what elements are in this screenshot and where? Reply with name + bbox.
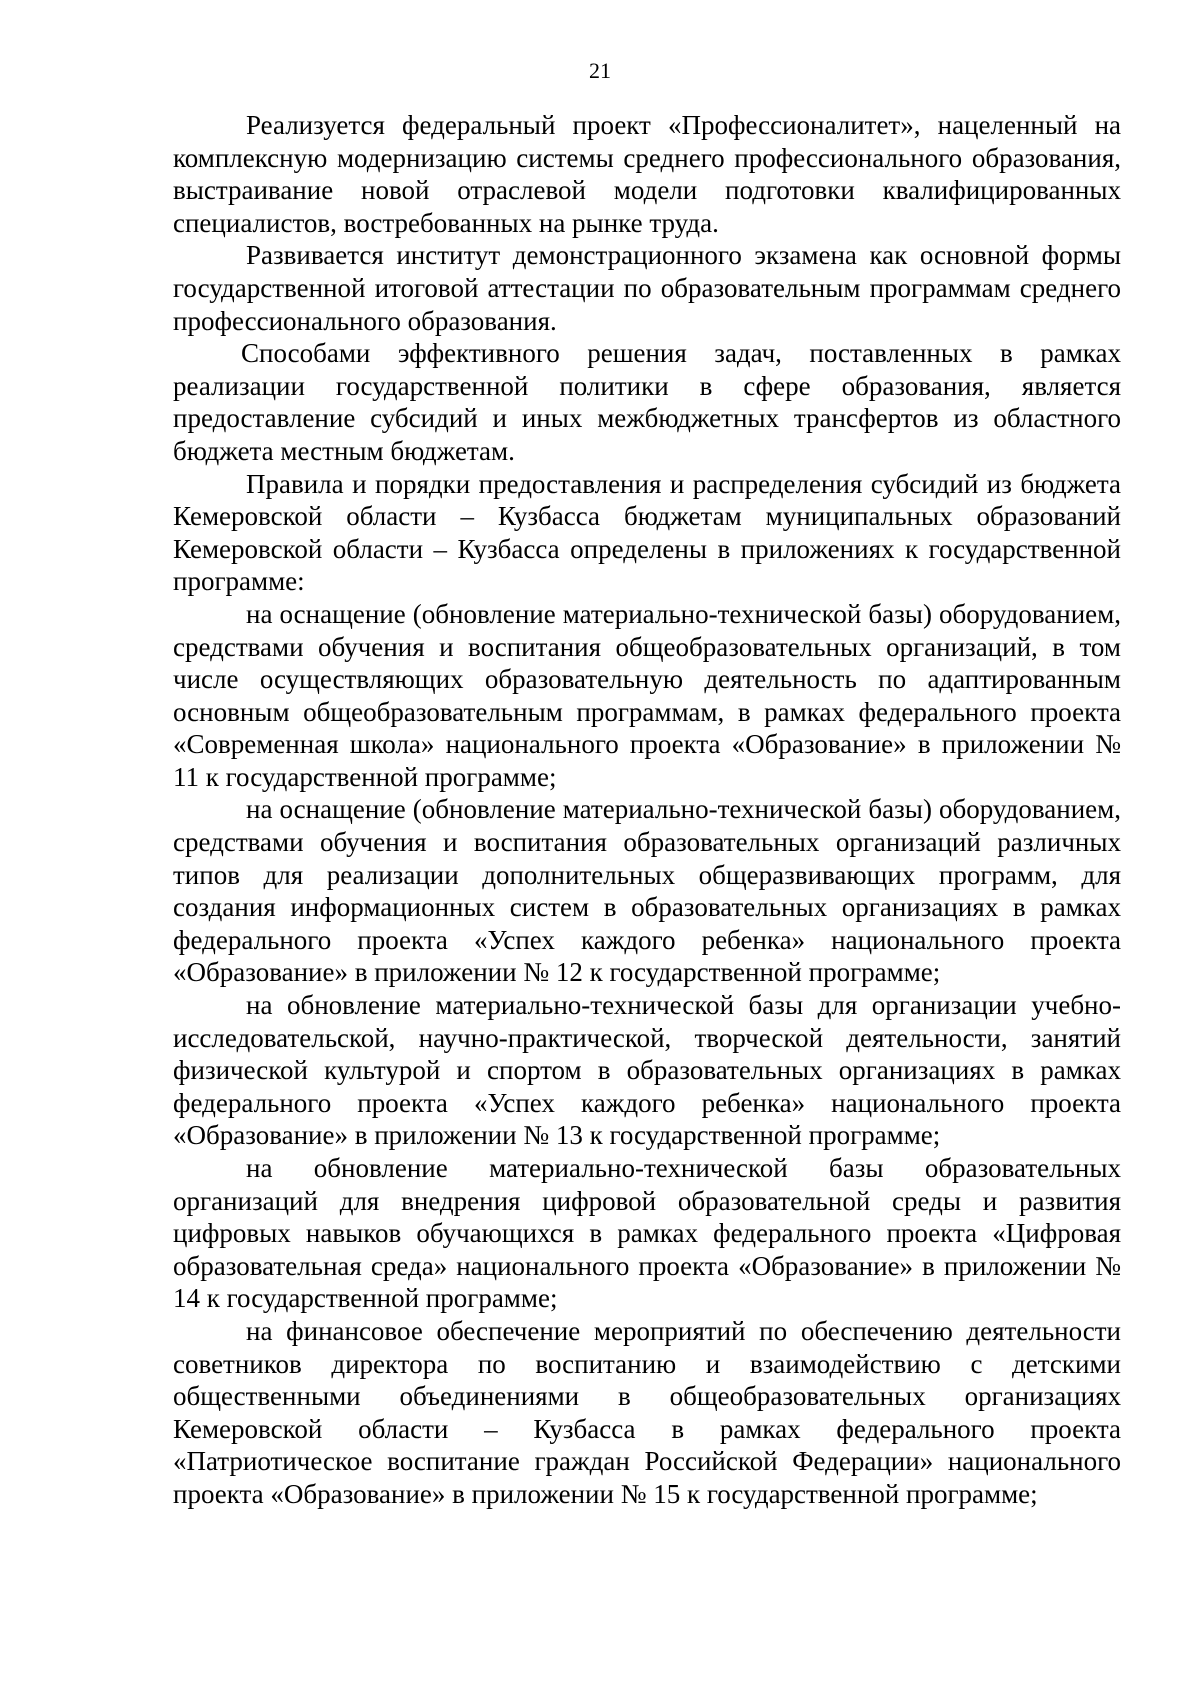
paragraph-professionalitet: Реализуется федеральный проект «Профессионалитет», нацеленный на комплексную модернизацию системы среднего профессионального образования, выстраивание новой отраслевой модели подготовки квалифицированных специалистов, востребованных на рынке труда. xyxy=(173,110,1121,238)
paragraph-appendix-14: на обновление материально-технической базы образовательных организаций для внедрения цифровой образовательной среды и развития цифровых навыков обучающихся в рамках федерального проекта «Цифровая образовательная среда» национального проекта «Образование» в приложении № 14 к государственной программе; xyxy=(173,1153,1121,1314)
document-body xyxy=(173,109,1121,1511)
paragraph-appendix-12: на оснащение (обновление материально-технической базы) оборудованием, средствами обучения и воспитания образовательных организаций различных типов для реализации дополнительных общеразвивающих программ, для создания информационных систем в образовательных организациях в рамках федерального проекта «Успех каждого ребенка» национального проекта «Образование» в приложении № 12 к государственной программе; xyxy=(173,794,1121,988)
paragraph-rules: Правила и порядки предоставления и распределения субсидий из бюджета Кемеровской области – Кузбасса бюджетам муниципальных образований Кемеровской области – Кузбасса определены в приложениях к государственной программе: xyxy=(173,468,1121,597)
paragraph-appendix-11: на оснащение (обновление материально-технической базы) оборудованием, средствами обучения и воспитания общеобразовательных организаций, в том числе осуществляющих образовательную деятельность по адаптированным основным общеобразовательным программам, в рамках федерального проекта «Современная школа» национального проекта «Образование» в приложении № 11 к государственной программе; xyxy=(173,598,1121,792)
page-number: 21 xyxy=(589,58,611,83)
paragraph-demo-exam: Развивается институт демонстрационного экзамена как основной формы государственной итоговой аттестации по образовательным программам среднего профессионального образования. xyxy=(173,240,1121,336)
paragraph-appendix-15: на финансовое обеспечение мероприятий по обеспечению деятельности советников директора по воспитанию и взаимодействию с детскими общественными объединениями в общеобразовательных организациях Кемеровской области – Кузбасса в рамках федерального проекта «Патриотическое воспитание граждан Российской Федерации» национального проекта «Образование» в приложении № 15 к государственной программе; xyxy=(173,1315,1121,1509)
paragraph-appendix-13: на обновление материально-технической базы для организации учебно-исследовательской, научно-практической, творческой деятельности, занятий физической культурой и спортом в образовательных организациях в рамках федерального проекта «Успех каждого ребенка» национального проекта «Образование» в приложении № 13 к государственной программе; xyxy=(173,990,1121,1151)
paragraph-subsidies: Способами эффективного решения задач, поставленных в рамках реализации государственной политики в сфере образования, является предоставление субсидий и иных межбюджетных трансфертов из областного бюджета местным бюджетам. xyxy=(173,338,1121,466)
